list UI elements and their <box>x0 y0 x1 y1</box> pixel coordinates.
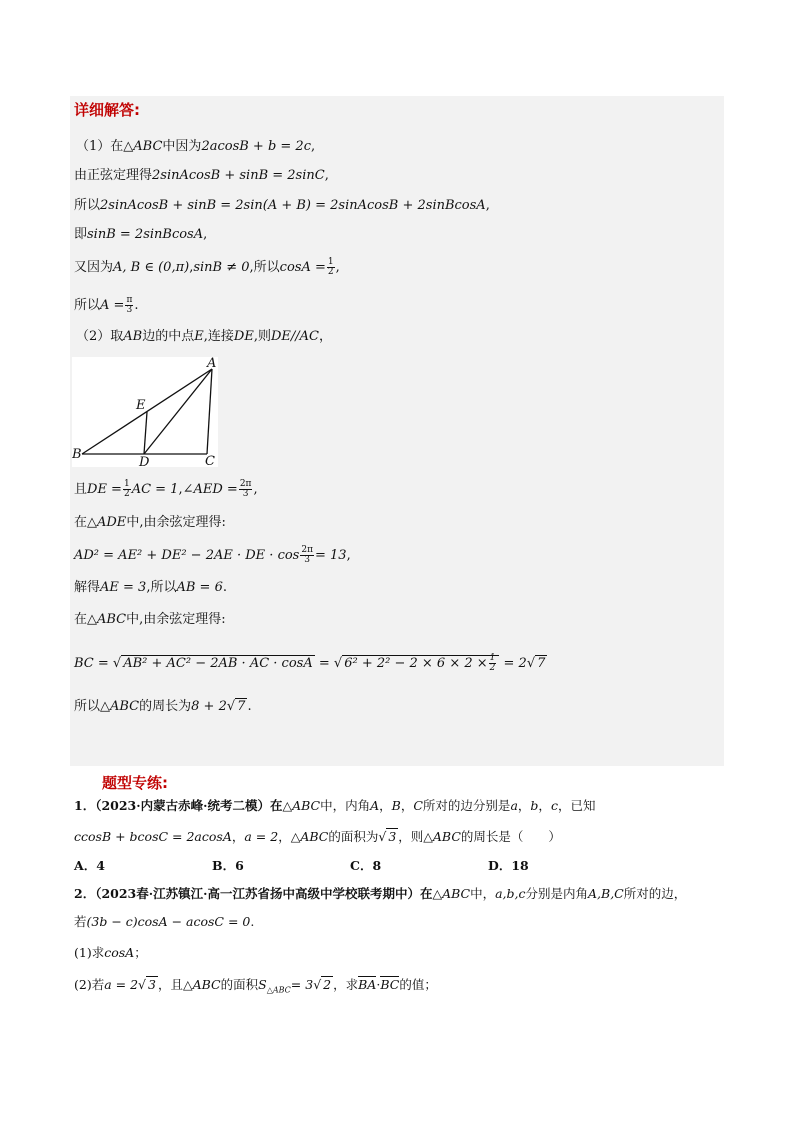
solution-line-13: BC = √ AB² + AC² − 2AB · AC · cosA = √ 6² + 2² − 2 × 6 × 2 × $\frac{1}{2}$ = 2√ 7 <box>74 653 546 673</box>
solution-line-4: 即sinB = 2sinBcosA, <box>74 227 208 242</box>
question-2-part-2: (2)若a = 2√ 3 ，且△ABC的面积$S_{\triangle ABC}= 3√$ 2 ，求BA·BC的值； <box>74 977 437 995</box>
vertex-d-label: D <box>139 455 150 467</box>
solution-line-5: 又因为A, B ∈ (0,π),sinB ≠ 0,所以cosA = $\frac{1}{2}$ , <box>74 257 340 277</box>
solution-heading: 详细解答: <box>74 101 140 119</box>
solution-line-7: （2）取AB边的中点E,连接DE,则DE//AC， <box>76 329 332 344</box>
option-b[interactable]: B．6 <box>212 858 244 873</box>
fraction: $\frac{\pi}{3}$ <box>126 295 133 315</box>
vector-bc: BC <box>380 977 400 992</box>
solution-line-10: AD² = AE² + DE² − 2AE · DE · cos $\frac{2\pi}{3}$ = 13, <box>74 545 351 565</box>
fraction: $\frac{1}{2}$ <box>489 653 496 673</box>
question-2-part-1: (1)求cosA； <box>74 945 147 960</box>
option-d[interactable]: D．18 <box>488 858 529 873</box>
question-1-options <box>74 856 626 876</box>
fraction: $\frac{2\pi}{3}$ <box>301 545 313 565</box>
triangle-figure <box>72 357 218 467</box>
question-2-condition: 若(3b − c)cosA − acosC = 0. <box>74 914 255 929</box>
vector-ba: BA <box>358 977 377 992</box>
option-a[interactable]: A．4 <box>74 858 105 873</box>
solution-line-14: 所以△ABC的周长为8 + 2√ 7 . <box>74 699 252 714</box>
solution-line-11: 解得AE = 3,所以AB = 6. <box>74 580 227 595</box>
vertex-c-label: C <box>205 454 215 467</box>
solution-line-1: （1）在△ABC中因为2acosB + b = 2c, <box>76 139 316 154</box>
option-c[interactable]: C．8 <box>350 858 382 873</box>
solution-line-2: 由正弦定理得2sinAcosB + sinB = 2sinC, <box>74 168 329 183</box>
segment-ba <box>82 369 212 454</box>
solution-line-6: 所以A = $\frac{\pi}{3}$ . <box>74 295 139 315</box>
fraction: $\frac{1}{2}$ <box>123 479 130 499</box>
vertex-a-label: A <box>207 357 217 371</box>
solution-line-9: 在△ADE中,由余弦定理得: <box>74 515 226 530</box>
vertex-b-label: B <box>72 447 82 462</box>
segment-ad <box>144 369 212 454</box>
exercises-heading: 题型专练: <box>102 774 168 792</box>
triangle-diagram <box>72 357 218 467</box>
solution-line-12: 在△ABC中,由余弦定理得: <box>74 612 226 627</box>
vertex-e-label: E <box>136 398 146 413</box>
segment-ac <box>207 369 212 454</box>
segment-ed <box>144 412 147 454</box>
question-1-condition: ccosB + bcosC = 2acosA，a = 2，△ABC的面积为√ 3 ，则△ABC的周长是（ ） <box>74 829 561 844</box>
question-2: 2．（2023春·江苏镇江·高一江苏省扬中高级中学校联考期中）在△ABC中，a,b,c分别是内角A,B,C所对的边， <box>74 886 687 901</box>
fraction: $\frac{2\pi}{3}$ <box>239 479 252 499</box>
question-1: 1．（2023·内蒙古赤峰·统考二模）在△ABC中，内角A，B，C所对的边分别是a，b，c，已知 <box>74 798 596 813</box>
fraction: $\frac{1}{2}$ <box>327 257 334 277</box>
solution-line-8: 且DE = $\frac{1}{2}$ AC = 1,∠AED = $\frac{2\pi}{3}$ , <box>74 479 258 499</box>
solution-line-3: 所以2sinAcosB + sinB = 2sin(A + B) = 2sinAcosB + 2sinBcosA, <box>74 198 490 213</box>
